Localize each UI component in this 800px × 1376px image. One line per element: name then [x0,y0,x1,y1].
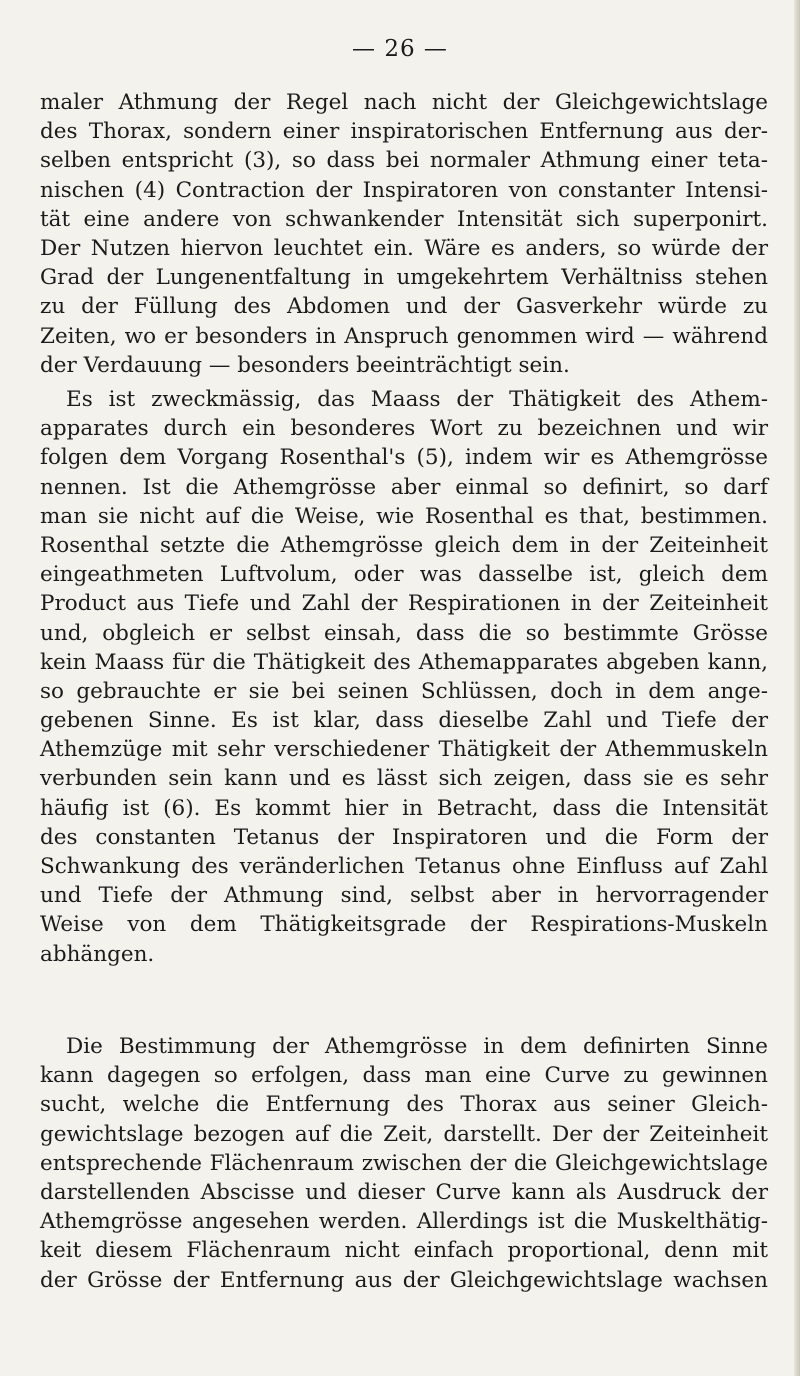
text-line: keit diesem Flächenraum nicht einfach proportional, denn mit [40,1238,768,1264]
text-line: tät eine andere von schwankender Intensität sich superponirt. [40,206,768,232]
text-line: verbunden sein kann und es lässt sich zeigen, dass sie es sehr [40,766,768,792]
text-line: Zeiten, wo er besonders in Anspruch genommen wird — während [40,323,768,349]
text-line: nischen (4) Contraction der Inspiratoren von constanter Intensi- [40,177,768,203]
text-line: man sie nicht auf die Weise, wie Rosenthal es that, bestimmen. [40,503,768,529]
paragraph-2 [40,385,768,969]
text-line: kein Maass für die Thätigkeit des Athemapparates abgeben kann, [40,649,768,675]
text-line: maler Athmung der Regel nach nicht der Gleichgewichtslage [40,90,768,115]
text-line: apparates durch ein besonderes Wort zu bezeichnen und wir [40,416,768,442]
text-line: darstellenden Abscisse und dieser Curve kann als Ausdruck der [40,1179,768,1205]
text-line: kann dagegen so erfolgen, dass man eine Curve zu gewinnen [40,1063,768,1089]
paragraph-1 [40,88,768,380]
text-line: sucht, welche die Entfernung des Thorax aus seiner Gleich- [40,1092,768,1118]
text-line: Die Bestimmung der Athemgrösse in dem definirten Sinne [66,1034,768,1059]
paragraph-3 [40,1032,768,1295]
text-line: und Tiefe der Athmung sind, selbst aber in hervorragender [40,883,768,909]
text-line: Athemgrösse angesehen werden. Allerdings ist die Muskelthätig- [40,1209,768,1235]
text-line: gewichtslage bezogen auf die Zeit, darstellt. Der der Zeiteinheit [40,1121,768,1147]
text-line: gebenen Sinne. Es ist klar, dass dieselbe Zahl und Tiefe der [40,708,768,734]
text-line: abhängen. [40,941,155,967]
text-line: so gebrauchte er sie bei seinen Schlüssen, doch in dem ange- [40,678,768,704]
text-line: häufig ist (6). Es kommt hier in Betracht, dass die Intensität [40,795,768,821]
text-line: Der Nutzen hiervon leuchtet ein. Wäre es anders, so würde der [40,235,768,261]
text-line: eingeathmeten Luftvolum, oder was dasselbe ist, gleich dem [40,562,768,588]
text-line: folgen dem Vorgang Rosenthal's (5), indem wir es Athemgrösse [40,445,768,471]
text-line: Grad der Lungenentfaltung in umgekehrtem Verhältniss stehen [40,265,768,291]
text-line: Es ist zweckmässig, das Maass der Thätigkeit des Athem- [66,387,768,412]
text-line: zu der Füllung des Abdomen und der Gasverkehr würde zu [40,294,768,320]
text-line: Product aus Tiefe und Zahl der Respirationen in der Zeiteinheit [40,591,768,617]
text-line: des Thorax, sondern einer inspiratorischen Entfernung aus der- [40,119,768,145]
text-line: Schwankung des veränderlichen Tetanus ohne Einfluss auf Zahl [40,854,768,879]
text-line: Athemzüge mit sehr verschiedener Thätigkeit der Athemmuskeln [40,737,768,763]
text-line: und, obgleich er selbst einsah, dass die so bestimmte Grösse [40,620,768,646]
text-line: selben entspricht (3), so dass bei normaler Athmung einer teta- [40,148,768,174]
text-line: Weise von dem Thätigkeitsgrade der Respirations-Muskeln [40,912,768,938]
page-number: — 26 — [352,36,448,62]
text-line: Rosenthal setzte die Athemgrösse gleich dem in der Zeiteinheit [40,532,768,558]
text-line: des constanten Tetanus der Inspiratoren und die Form der [40,824,768,850]
page-edge-shadow [794,0,800,1376]
text-line: nennen. Ist die Athemgrösse aber einmal so definirt, so darf [40,474,768,500]
text-line: der Grösse der Entfernung aus der Gleichgewichtslage wachsen [40,1267,768,1293]
text-line: der Verdauung — besonders beeinträchtigt sein. [40,352,570,378]
text-line: entsprechende Flächenraum zwischen der die Gleichgewichtslage [40,1150,768,1176]
